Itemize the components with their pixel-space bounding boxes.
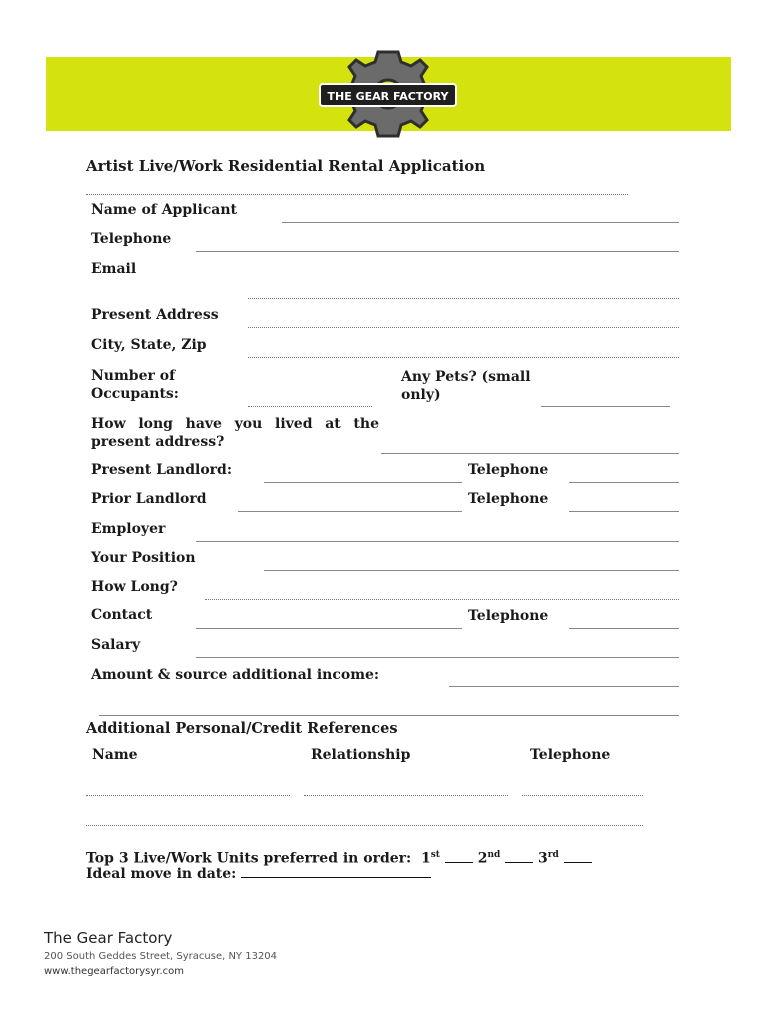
- prior-landlord-field[interactable]: [238, 511, 462, 512]
- how-long-lived-label: How long have you lived at the present address?: [91, 416, 379, 450]
- how-long-lived-field[interactable]: [381, 453, 679, 454]
- first-choice-sup: st: [430, 850, 440, 860]
- contact-label: Contact: [91, 607, 153, 623]
- name-of-applicant-field[interactable]: [282, 222, 679, 223]
- additional-income-field[interactable]: [449, 686, 679, 687]
- second-choice-label: 2: [477, 850, 488, 867]
- present-landlord-label: Present Landlord:: [91, 462, 232, 478]
- footer-address: 200 South Geddes Street, Syracuse, NY 13204: [44, 951, 278, 962]
- your-position-field[interactable]: [264, 570, 679, 571]
- footer-website[interactable]: www.thegearfactorysyr.com: [44, 966, 185, 977]
- reference-relationship-field[interactable]: [304, 795, 508, 796]
- third-choice-label: 3: [538, 850, 548, 867]
- title-divider: [86, 194, 628, 195]
- references-col-telephone: Telephone: [530, 747, 611, 763]
- name-of-applicant-label: Name of Applicant: [91, 202, 238, 218]
- contact-field[interactable]: [196, 628, 462, 629]
- contact-telephone-label: Telephone: [468, 608, 549, 624]
- telephone-field[interactable]: [196, 251, 679, 252]
- present-address-label: Present Address: [91, 307, 219, 323]
- salary-label: Salary: [91, 637, 141, 653]
- employer-field[interactable]: [196, 541, 679, 542]
- any-pets-label: Any Pets? (small only): [401, 369, 531, 403]
- first-choice-label: 1: [420, 850, 431, 867]
- telephone-label: Telephone: [91, 231, 172, 247]
- references-col-name: Name: [92, 747, 138, 763]
- second-choice-field[interactable]: [505, 862, 533, 863]
- form-title: Artist Live/Work Residential Rental Application: [86, 157, 486, 175]
- references-col-relationship: Relationship: [311, 747, 411, 763]
- prior-landlord-label: Prior Landlord: [91, 491, 207, 507]
- reference-extra-field[interactable]: [86, 825, 643, 826]
- present-landlord-field[interactable]: [264, 482, 462, 483]
- present-address-field[interactable]: [248, 327, 679, 328]
- present-landlord-telephone-field[interactable]: [569, 482, 679, 483]
- references-heading: Additional Personal/Credit References: [86, 720, 398, 737]
- number-of-occupants-label: Number of Occupants:: [91, 368, 179, 402]
- prior-landlord-telephone-field[interactable]: [569, 511, 679, 512]
- move-in-label: Ideal move in date:: [86, 866, 237, 882]
- move-in-field[interactable]: [241, 877, 431, 878]
- gear-factory-logo: [318, 48, 458, 140]
- email-field[interactable]: [248, 298, 679, 299]
- city-state-zip-field[interactable]: [248, 357, 679, 358]
- logo-text: THE GEAR FACTORY: [327, 90, 449, 103]
- top3-units-label: Top 3 Live/Work Units preferred in order:: [86, 850, 412, 867]
- prior-landlord-telephone-label: Telephone: [468, 491, 549, 507]
- move-in-row: [86, 865, 431, 883]
- third-choice-sup: rd: [547, 850, 559, 860]
- footer-company: The Gear Factory: [44, 929, 173, 947]
- reference-name-field[interactable]: [86, 795, 290, 796]
- any-pets-field[interactable]: [541, 406, 670, 407]
- email-label: Email: [91, 261, 137, 277]
- third-choice-field[interactable]: [564, 862, 592, 863]
- first-choice-field[interactable]: [445, 862, 473, 863]
- salary-field[interactable]: [196, 657, 679, 658]
- present-landlord-telephone-label: Telephone: [468, 462, 549, 478]
- additional-income-label: Amount & source additional income:: [91, 667, 380, 683]
- additional-income-field-2[interactable]: [99, 715, 679, 716]
- how-long-field[interactable]: [205, 599, 679, 600]
- your-position-label: Your Position: [91, 550, 196, 566]
- employer-label: Employer: [91, 521, 166, 537]
- number-of-occupants-field[interactable]: [248, 406, 372, 407]
- how-long-label: How Long?: [91, 579, 178, 595]
- contact-telephone-field[interactable]: [569, 628, 679, 629]
- second-choice-sup: nd: [487, 850, 501, 860]
- reference-telephone-field[interactable]: [522, 795, 643, 796]
- city-state-zip-label: City, State, Zip: [91, 337, 207, 353]
